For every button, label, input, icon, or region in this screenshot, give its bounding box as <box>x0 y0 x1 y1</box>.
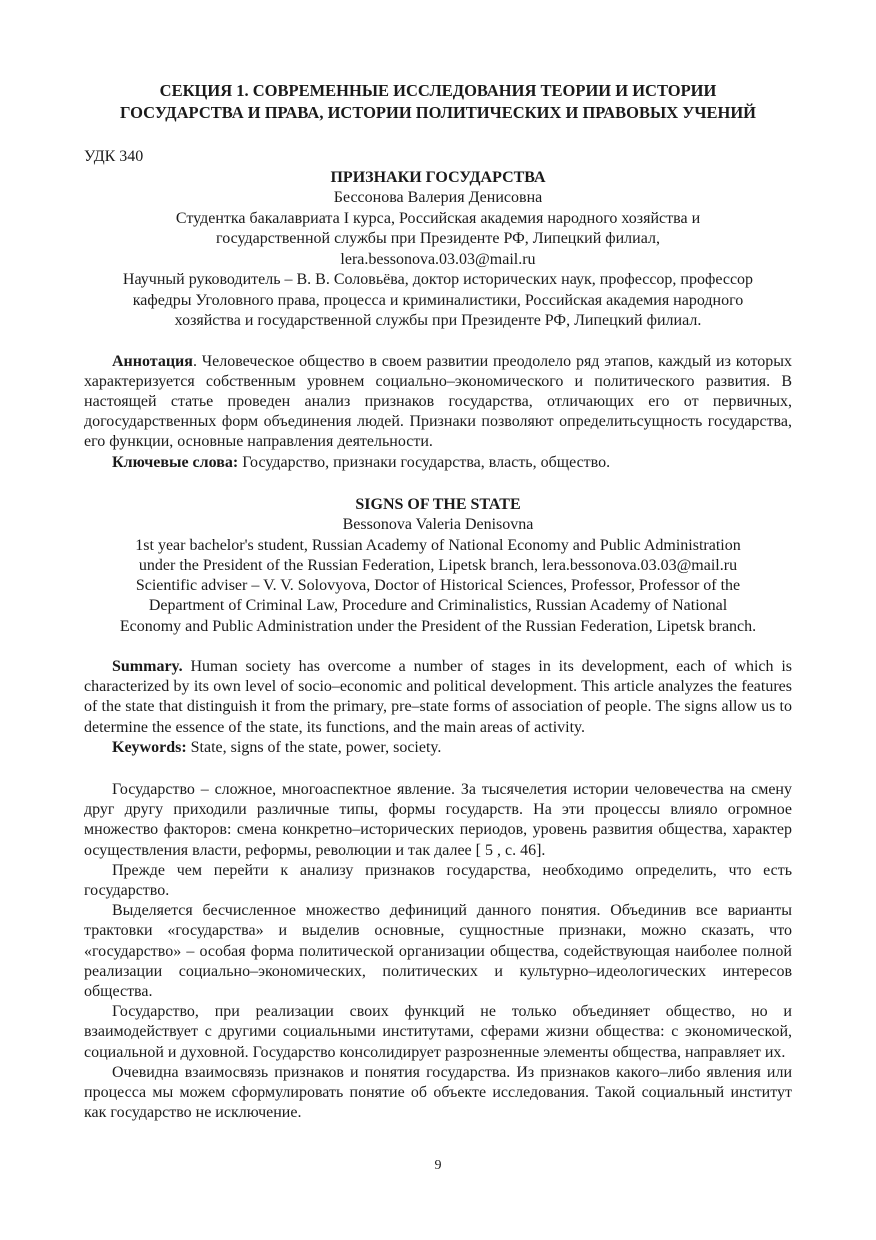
abstract-text: . Человеческое общество в своем развитии преодолело ряд этапов, каждый из которых характеризуется собственным уровнем социально–экономического и политического развития. В настоящей статье проведен анализ признаков государства, отличающих его от первичных, догосударственных форм объединения людей. Признаки позволяют определитьсущность государства, его функции, основные направления деятельности. <box>84 352 792 451</box>
body-paragraph: Государство, при реализации своих функций не только объединяет общество, но и взаимодействует с другими социальными институтами, сферами жизни общества: с экономической, социальной и духовной. Государство консолидирует разрозненные элементы общества, направляет их. <box>84 1003 792 1061</box>
summary-label: Summary. <box>112 658 183 675</box>
page-content <box>84 80 792 1123</box>
adviser-en-line: Department of Criminal Law, Procedure and Criminalistics, Russian Academy of National <box>148 597 728 615</box>
adviser-en-line: Scientific adviser – V. V. Solovyova, Doctor of Historical Sciences, Professor, Professor of the <box>135 577 741 595</box>
section-heading <box>84 80 792 124</box>
udc-code: УДК 340 <box>84 148 144 165</box>
email-ru: lera.bessonova.03.03@mail.ru <box>340 250 536 268</box>
keywords-ru-text: Государство, признаки государства, власть, общество. <box>238 453 611 471</box>
abstract-label: Аннотация <box>112 352 193 370</box>
article-body <box>84 780 792 1123</box>
keywords-ru-paragraph <box>84 453 792 473</box>
author-en: Bessonova Valeria Denisovna <box>342 516 534 534</box>
body-paragraph: Выделяется бесчисленное множество дефиниций данного понятия. Объединив все варианты трактовки «государства» и выделив основные, сущностные признаки, можно сказать, что «государство» – особая форма политической организации общества, содействующая наиболее полной реализации социально–экономических, политических и культурно–идеологических интересов общества. <box>84 902 792 1001</box>
adviser-ru-line: Научный руководитель – В. В. Соловьёва, доктор исторических наук, профессор, профессор <box>122 271 754 288</box>
keywords-en-label: Keywords: <box>112 738 187 756</box>
affiliation-ru-line: государственной службы при Президенте РФ, Липецкий филиал, <box>216 230 660 247</box>
body-paragraph: Государство – сложное, многоаспектное явление. За тысячелетия истории человечества на смену друг другу приходили различные типы, формы государств. На эти процессы влияло огромное множество факторов: смена конкретно–исторических периодов, уровень развития общества, характер осуществления власти, реформы, революции и так далее [ 5 , с. 46]. <box>84 781 792 859</box>
section-heading-line-1: СЕКЦИЯ 1. СОВРЕМЕННЫЕ ИССЛЕДОВАНИЯ ТЕОРИИ И ИСТОРИИ <box>159 81 717 100</box>
adviser-en-line: Economy and Public Administration under the President of the Russian Federation, Lipetsk branch. <box>119 617 757 635</box>
section-heading-line-2: ГОСУДАРСТВА И ПРАВА, ИСТОРИИ ПОЛИТИЧЕСКИХ И ПРАВОВЫХ УЧЕНИЙ <box>120 103 756 122</box>
abstract-ru-paragraph <box>84 352 792 453</box>
adviser-ru-line: кафедры Уголовного права, процесса и криминалистики, Российская академия народного <box>132 291 744 309</box>
affiliation-ru <box>84 209 792 271</box>
author-ru: Бессонова Валерия Денисовна <box>333 189 543 206</box>
body-paragraph: Очевидна взаимосвязь признаков и понятия государства. Из признаков какого–либо явления или процесса мы можем сформулировать понятие об объекте исследования. Такой социальный институт как государство не исключение. <box>84 1063 792 1122</box>
summary-text: Human society has overcome a number of stages in its development, each of which is characterized by its own level of socio–economic and political development. This article analyzes the features of the state that distinguish it from the primary, pre–state forms of association of people. The signs allow us to determine the essence of the state, its functions, and the main areas of activity. <box>84 658 792 736</box>
body-paragraph: Прежде чем перейти к анализу признаков государства, необходимо определить, что есть государство. <box>84 861 792 900</box>
page-number: 9 <box>434 1158 442 1173</box>
keywords-en-paragraph <box>84 738 792 758</box>
affiliation-ru-line: Студентка бакалавриата I курса, Российская академия народного хозяйства и <box>175 209 701 227</box>
article-title-en: SIGNS OF THE STATE <box>355 495 521 513</box>
keywords-en-text: State, signs of the state, power, society. <box>186 738 442 756</box>
summary-en <box>84 657 792 758</box>
affiliation-en <box>84 536 792 637</box>
affiliation-en-line: under the President of the Russian Federation, Lipetsk branch, lera.bessonova.03.03@mail.ru <box>138 556 738 574</box>
keywords-ru-label: Ключевые слова: <box>112 453 239 471</box>
adviser-ru-line: хозяйства и государственной службы при Президенте РФ, Липецкий филиал. <box>174 312 702 329</box>
adviser-ru <box>84 270 792 332</box>
abstract-ru <box>84 352 792 473</box>
summary-en-paragraph <box>84 657 792 738</box>
affiliation-en-line: 1st year bachelor's student, Russian Academy of National Economy and Public Administration <box>135 536 741 554</box>
article-title-ru: ПРИЗНАКИ ГОСУДАРСТВА <box>330 169 546 186</box>
